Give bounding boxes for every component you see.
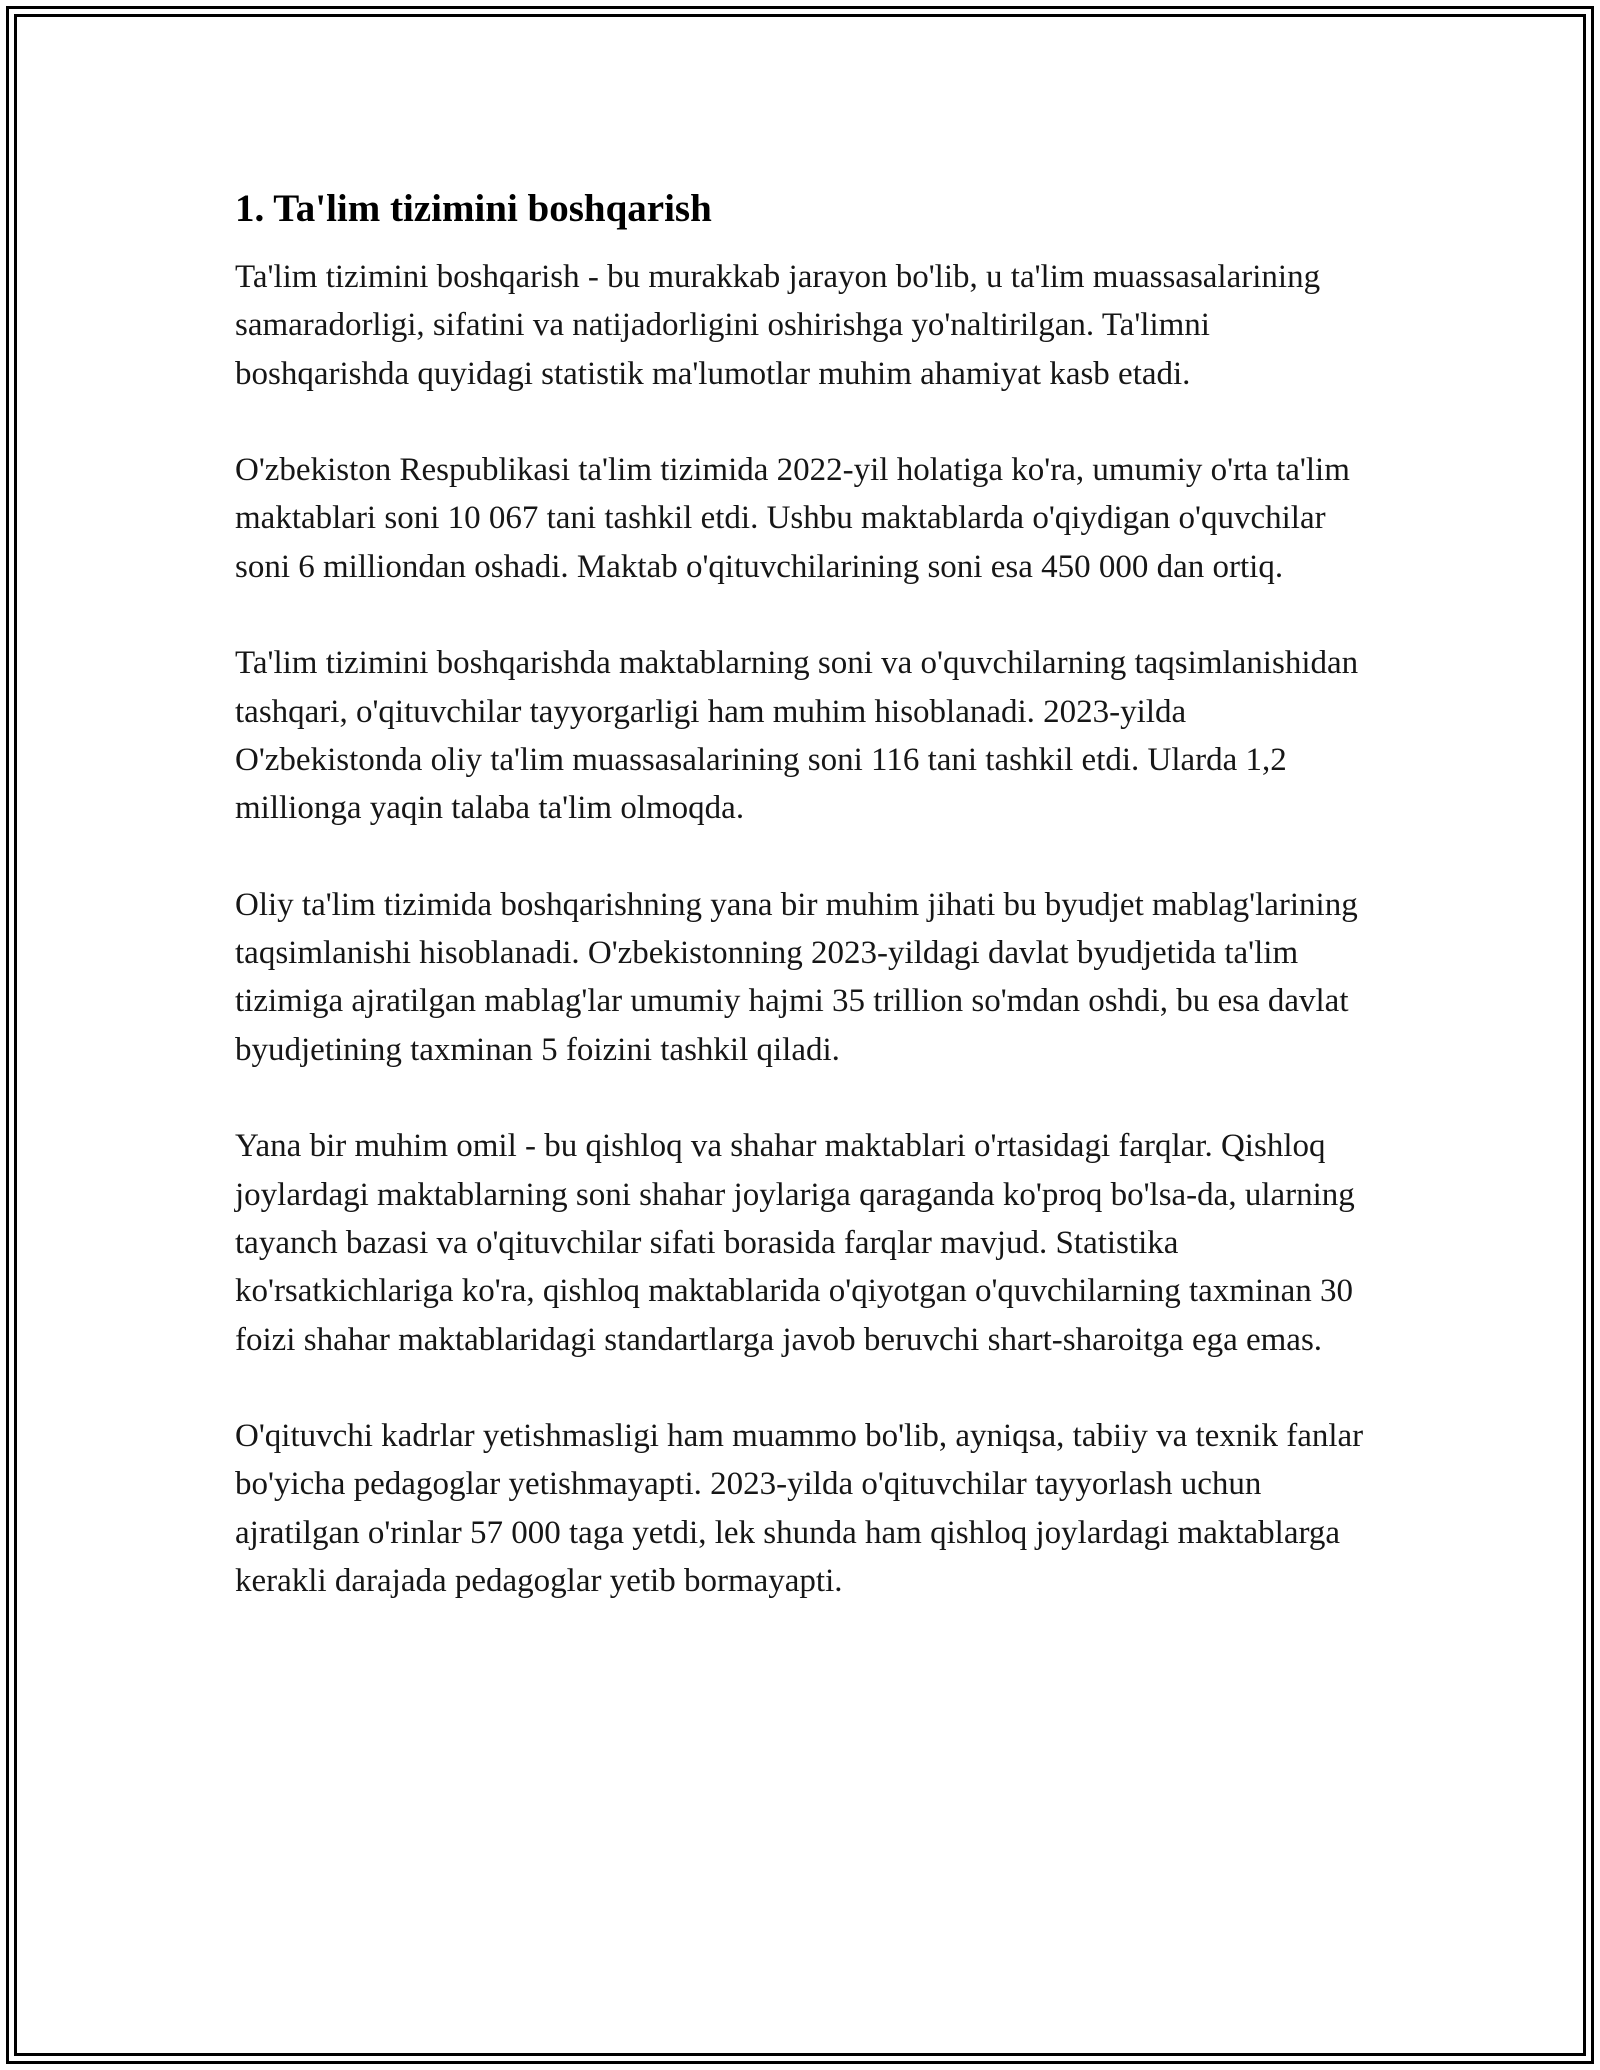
paragraph-rural-urban: Yana bir muhim omil - bu qishloq va shahar maktablari o'rtasidagi farqlar. Qishloq joylardagi maktablarning soni shahar joylariga qaraganda ko'proq bo'lsa-da, ularning tayanch bazasi va o'qituvchilar sifati borasida farqlar mavjud. Statistika ko'rsatkichlariga ko'ra, qishloq maktablarida o'qiyotgan o'quvchilarning taxminan 30 foizi shahar maktablaridagi standartlarga javob beruvchi shart-sharoitga ega emas. (235, 1128, 1355, 1358)
section-heading: 1. Ta'lim tizimini boshqarish (235, 187, 712, 230)
paragraph-higher-education: Ta'lim tizimini boshqarishda maktablarning soni va o'quvchilarning taqsimlanishidan tashqari, o'qituvchilar tayyorgarligi ham muhim hisoblanadi. 2023-yilda O'zbekistonda oliy ta'lim muassasalarining soni 116 tani tashkil etdi. Ularda 1,2 millionga yaqin talaba ta'lim olmoqda. (235, 645, 1359, 827)
document-body (235, 185, 1365, 1605)
paragraph-teacher-shortage: O'qituvchi kadrlar yetishmasligi ham muammo bo'lib, ayniqsa, tabiiy va texnik fanlar bo'yicha pedagoglar yetishmayapti. 2023-yilda o'qituvchilar tayyorlash uchun ajratilgan o'rinlar 57 000 taga yetdi, lek shunda ham qishloq joylardagi maktablarga kerakli darajada pedagoglar yetib bormayapti. (235, 1418, 1364, 1600)
paragraph-budget: Oliy ta'lim tizimida boshqarishning yana bir muhim jihati bu byudjet mablag'larining taqsimlanishi hisoblanadi. O'zbekistonning 2023-yildagi davlat byudjetida ta'lim tizimiga ajratilgan mablag'lar umumiy hajmi 35 trillion so'mdan oshdi, bu esa davlat byudjetining taxminan 5 foizini tashkil qiladi. (235, 886, 1358, 1068)
paragraph-school-statistics: O'zbekiston Respublikasi ta'lim tizimida 2022-yil holatiga ko'ra, umumiy o'rta ta'lim maktablari soni 10 067 tani tashkil etdi. Ushbu maktablarda o'qiydigan o'quvchilar soni 6 milliondan oshadi. Maktab o'qituvchilarining soni esa 450 000 dan ortiq. (235, 452, 1350, 585)
paragraph-intro: Ta'lim tizimini boshqarish - bu murakkab jarayon bo'lib, u ta'lim muassasalarining samaradorligi, sifatini va natijadorligini oshirishga yo'naltirilgan. Ta'limni boshqarishda quyidagi statistik ma'lumotlar muhim ahamiyat kasb etadi. (235, 259, 1321, 392)
